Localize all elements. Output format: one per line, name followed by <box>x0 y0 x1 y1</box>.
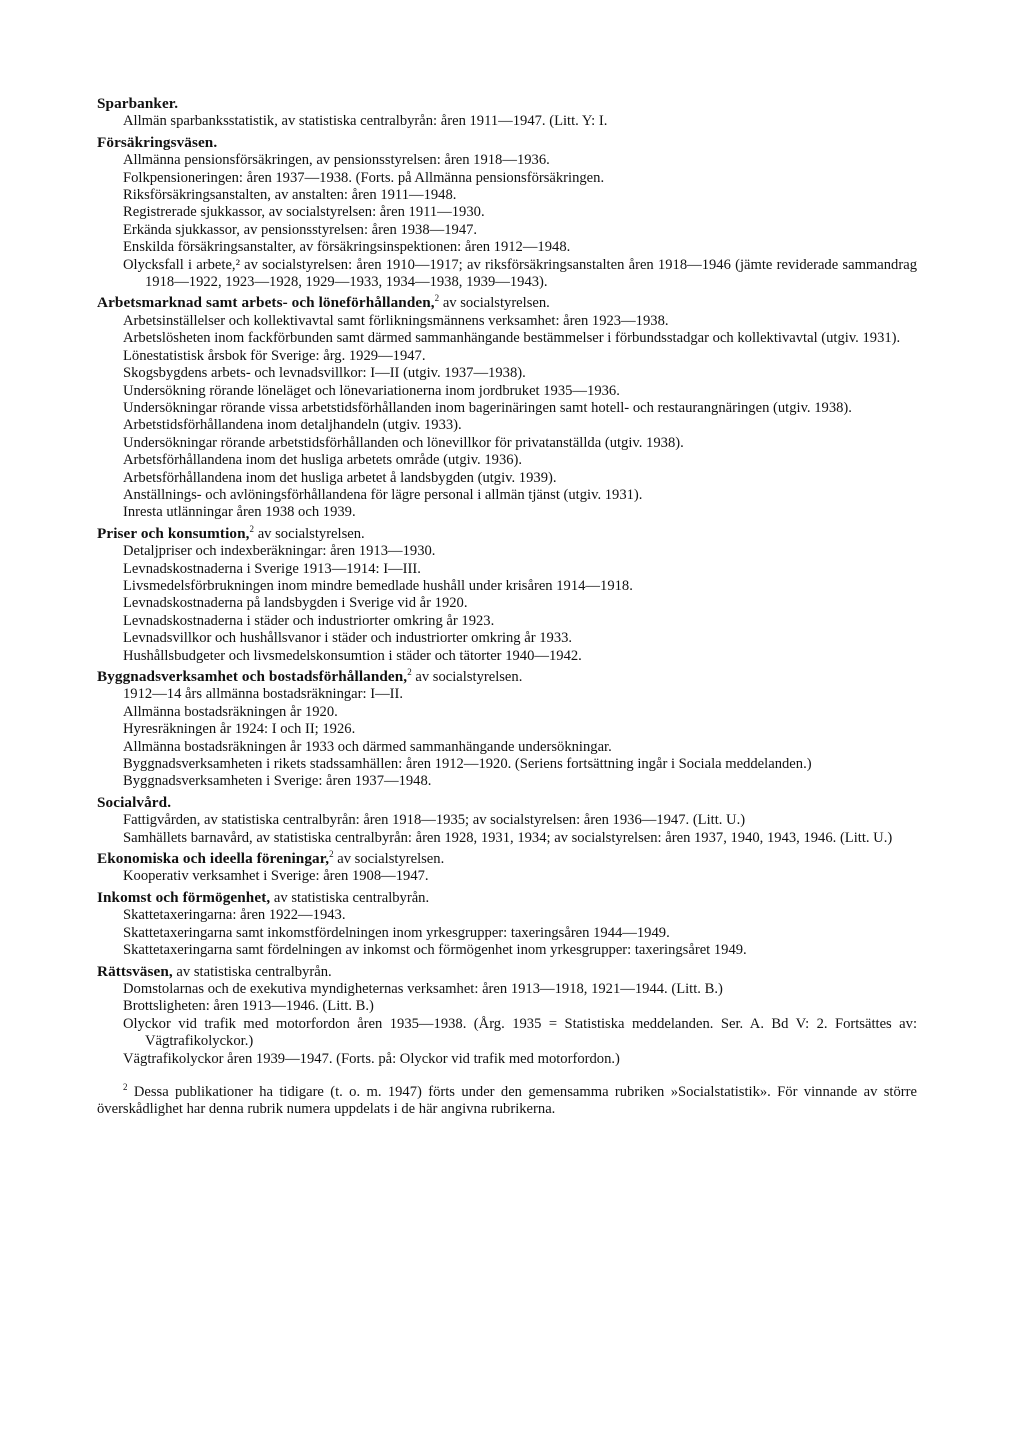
publication-entry: Vägtrafikolyckor åren 1939—1947. (Forts. på: Olyckor vid trafik med motorfordon.) <box>123 1050 620 1067</box>
section-publisher: av socialstyrelsen. <box>439 295 550 312</box>
publication-entry: Undersökningar rörande vissa arbetstidsförhållanden inom bagerinäringen samt hotell- och restaurangnäringen (utgiv. 1938). <box>123 399 852 416</box>
section <box>97 889 917 960</box>
section-publisher: av statistiska centralbyrån. <box>270 889 430 906</box>
section <box>97 668 917 791</box>
publication-entry: Allmänna pensionsförsäkringen, av pensionsstyrelsen: åren 1918—1936. <box>123 152 550 169</box>
section-heading <box>97 525 917 543</box>
section-title: Försäkringsväsen. <box>97 133 218 151</box>
section <box>97 963 917 1068</box>
publication-entry: Kooperativ verksamhet i Sverige: åren 1908—1947. <box>123 868 429 885</box>
publication-entry: Skattetaxeringarna samt fördelningen av inkomst och förmögenhet inom yrkesgrupper: taxeringsåret 1949. <box>123 942 747 959</box>
section-heading <box>97 963 917 981</box>
footnote-marker: 2 <box>329 849 334 860</box>
publication-entry: Olycksfall i arbete,² av socialstyrelsen: åren 1910—1917; av riksförsäkringsanstalten åren 1918—1946 (jämte reviderade sammandrag 1918—1922, 1923—1928, 1929—1933, 1934—1938, 1939—1943). <box>123 256 917 291</box>
section <box>97 134 917 292</box>
publication-entry: Levnadskostnaderna på landsbygden i Sverige vid år 1920. <box>123 595 468 612</box>
publication-entry: Registrerade sjukkassor, av socialstyrelsen: åren 1911—1930. <box>123 204 485 221</box>
section-heading <box>97 95 917 113</box>
publication-entry: Allmän sparbanksstatistik, av statistiska centralbyrån: åren 1911—1947. (Litt. Y: I. <box>123 113 608 130</box>
section <box>97 794 917 847</box>
publication-entry: Arbetsinställelser och kollektivavtal samt förlikningsmännens verksamhet: åren 1923—1938. <box>123 312 669 329</box>
section-publisher: av statistiska centralbyrån. <box>172 963 332 980</box>
publication-entry: Anställnings- och avlöningsförhållandena för lägre personal i allmän tjänst (utgiv. 1931). <box>123 486 643 503</box>
footnote-text: Dessa publikationer ha tidigare (t. o. m. 1947) förts under den gemensamma rubriken »Socialstatistik». För vinnande av större överskådlighet har denna rubrik numera uppdelats i de här angivna rubrikerna. <box>97 1083 917 1118</box>
publication-entry: Inresta utlänningar åren 1938 och 1939. <box>123 504 356 521</box>
entry-list <box>97 868 917 885</box>
entry-list <box>97 981 917 1068</box>
publication-entry: Olyckor vid trafik med motorfordon åren 1935—1938. (Årg. 1935 = Statistiska meddelanden. Ser. A. Bd V: 2. Fortsättes av: Vägtrafikolyckor.) <box>123 1015 917 1050</box>
publication-entry: Brottsligheten: åren 1913—1946. (Litt. B.) <box>123 998 374 1015</box>
publication-entry: Arbetsförhållandena inom det husliga arbetets område (utgiv. 1936). <box>123 452 523 469</box>
publication-entry: Arbetslösheten inom fackförbunden samt därmed sammanhängande bestämmelser i förbundsstadgar och kollektivavtal (utgiv. 1931). <box>123 330 901 347</box>
publication-entry: Undersökningar rörande arbetstidsförhållanden och lönevillkor för privatanställda (utgiv. 1938). <box>123 434 684 451</box>
entry-list <box>97 686 917 790</box>
publication-entry: Livsmedelsförbrukningen inom mindre bemedlade hushåll under krisåren 1914—1918. <box>123 577 633 594</box>
section-publisher: av socialstyrelsen. <box>333 851 445 868</box>
section-heading <box>97 134 917 152</box>
section-title: Priser och konsumtion, <box>97 524 250 542</box>
publication-entry: Arbetsförhållandena inom det husliga arbetet å landsbygden (utgiv. 1939). <box>123 469 557 486</box>
footnote-marker: 2 <box>434 293 440 304</box>
section-heading <box>97 794 917 812</box>
publication-list <box>97 92 917 1119</box>
entry-list <box>97 543 917 665</box>
publication-entry: Folkpensioneringen: åren 1937—1938. (Forts. på Allmänna pensionsförsäkringen. <box>123 169 605 186</box>
section-publisher: av socialstyrelsen. <box>411 669 523 685</box>
publication-entry: Undersökning rörande löneläget och lönevariationerna inom jordbruket 1935—1936. <box>123 382 620 399</box>
publication-entry: Samhällets barnavård, av statistiska centralbyrån: åren 1928, 1931, 1934; av socialstyrelsen: åren 1937, 1940, 1943, 1946. (Litt. U.) <box>123 829 893 846</box>
publication-entry: Domstolarnas och de exekutiva myndigheternas verksamhet: åren 1913—1918, 1921—1944. (Litt. B.) <box>123 980 723 997</box>
publication-entry: Skattetaxeringarna: åren 1922—1943. <box>123 907 346 924</box>
footnote-marker: 2 <box>249 523 255 534</box>
section-heading <box>97 294 917 312</box>
publication-entry: 1912—14 års allmänna bostadsräkningar: I—II. <box>123 686 404 703</box>
publication-entry: Fattigvården, av statistiska centralbyrån: åren 1918—1935; av socialstyrelsen: åren 1936—1947. (Litt. U.) <box>123 812 746 829</box>
section-title: Byggnadsverksamhet och bostadsförhållanden, <box>97 668 408 685</box>
section-title: Socialvård. <box>97 793 172 811</box>
publication-entry: Detaljpriser och indexberäkningar: åren 1913—1930. <box>123 543 436 560</box>
publication-entry: Lönestatistisk årsbok för Sverige: årg. 1929—1947. <box>123 347 426 364</box>
publication-entry: Levnadskostnaderna i städer och industriorter omkring år 1923. <box>123 612 495 629</box>
section-title: Arbetsmarknad samt arbets- och löneförhållanden, <box>97 294 435 312</box>
publication-entry: Hyresräkningen år 1924: I och II; 1926. <box>123 721 356 738</box>
section-title: Sparbanker. <box>97 95 179 112</box>
publication-entry: Enskilda försäkringsanstalter, av försäkringsinspektionen: åren 1912—1948. <box>123 239 571 256</box>
publication-entry: Skattetaxeringarna samt inkomstfördelningen inom yrkesgrupper: taxeringsåren 1944—1949. <box>123 924 670 941</box>
section-title: Rättsväsen, <box>97 962 173 980</box>
publication-entry: Skogsbygdens arbets- och levnadsvillkor: I—II (utgiv. 1937—1938). <box>123 365 526 382</box>
section-title: Ekonomiska och ideella föreningar, <box>97 850 330 868</box>
publication-entry: Levnadsvillkor och hushållsvanor i städer och industriorter omkring år 1933. <box>123 630 573 647</box>
entry-list <box>97 152 917 291</box>
publication-entry: Erkända sjukkassor, av pensionsstyrelsen: åren 1938—1947. <box>123 221 478 238</box>
section <box>97 525 917 665</box>
section-heading <box>97 850 917 868</box>
footnote-number: 2 <box>123 1082 128 1093</box>
publication-entry: Riksförsäkringsanstalten, av anstalten: åren 1911—1948. <box>123 187 457 204</box>
publication-entry: Hushållsbudgeter och livsmedelskonsumtion i städer och tätorter 1940—1942. <box>123 647 582 664</box>
section-heading <box>97 668 917 686</box>
publication-entry: Arbetstidsförhållandena inom detaljhandeln (utgiv. 1933). <box>123 417 462 434</box>
section <box>97 95 917 131</box>
entry-list <box>97 907 917 959</box>
section-title: Inkomst och förmögenhet, <box>97 888 271 906</box>
publication-entry: Allmänna bostadsräkningen år 1920. <box>123 703 338 720</box>
entry-list <box>97 313 917 522</box>
section <box>97 850 917 886</box>
publication-entry: Allmänna bostadsräkningen år 1933 och därmed sammanhängande undersökningar. <box>123 738 612 755</box>
publication-entry: Byggnadsverksamheten i rikets stadssamhällen: åren 1912—1920. (Seriens fortsättning ingår i Sociala meddelanden.) <box>123 756 812 773</box>
footnote-marker: 2 <box>407 667 412 678</box>
publication-entry: Byggnadsverksamheten i Sverige: åren 1937—1948. <box>123 773 432 790</box>
entry-list <box>97 812 917 847</box>
footnote <box>97 1084 917 1119</box>
section <box>97 294 917 521</box>
section-publisher: av socialstyrelsen. <box>254 525 365 542</box>
section-heading <box>97 889 917 907</box>
publication-entry: Levnadskostnaderna i Sverige 1913—1914: I—III. <box>123 560 421 577</box>
entry-list <box>97 113 917 130</box>
